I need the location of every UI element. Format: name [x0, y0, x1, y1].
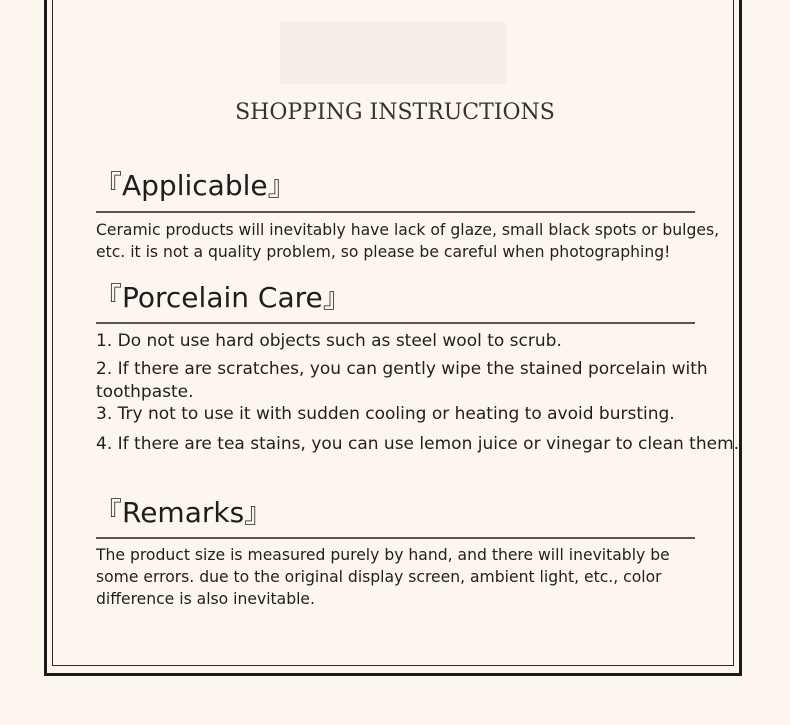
porcelain-care-heading: 『Porcelain Care』 [94, 281, 351, 314]
care-item-1: 1. Do not use hard objects such as steel wool to scrub. [96, 331, 562, 351]
care-item-3: 3. Try not to use it with sudden cooling or heating to avoid bursting. [96, 404, 675, 424]
remarks-text-line-2: some errors. due to the original display screen, ambient light, etc., color [96, 568, 662, 586]
page-title: SHOPPING INSTRUCTIONS [235, 100, 555, 125]
remarks-text-line-3: difference is also inevitable. [96, 590, 315, 608]
applicable-heading: 『Applicable』 [94, 169, 296, 202]
remarks-divider [96, 537, 695, 539]
applicable-text-line-2: etc. it is not a quality problem, so please be careful when photographing! [96, 243, 671, 261]
care-item-4: 4. If there are tea stains, you can use lemon juice or vinegar to clean them. [96, 434, 740, 454]
logo-placeholder [280, 22, 506, 84]
porcelain-care-divider [96, 322, 695, 324]
remarks-heading: 『Remarks』 [94, 496, 273, 529]
remarks-text-line-1: The product size is measured purely by hand, and there will inevitably be [96, 546, 670, 564]
care-item-2: 2. If there are scratches, you can gently wipe the stained porcelain with toothpaste. [96, 359, 708, 402]
applicable-text-line-1: Ceramic products will inevitably have lack of glaze, small black spots or bulges, [96, 221, 720, 239]
applicable-divider [96, 211, 695, 213]
